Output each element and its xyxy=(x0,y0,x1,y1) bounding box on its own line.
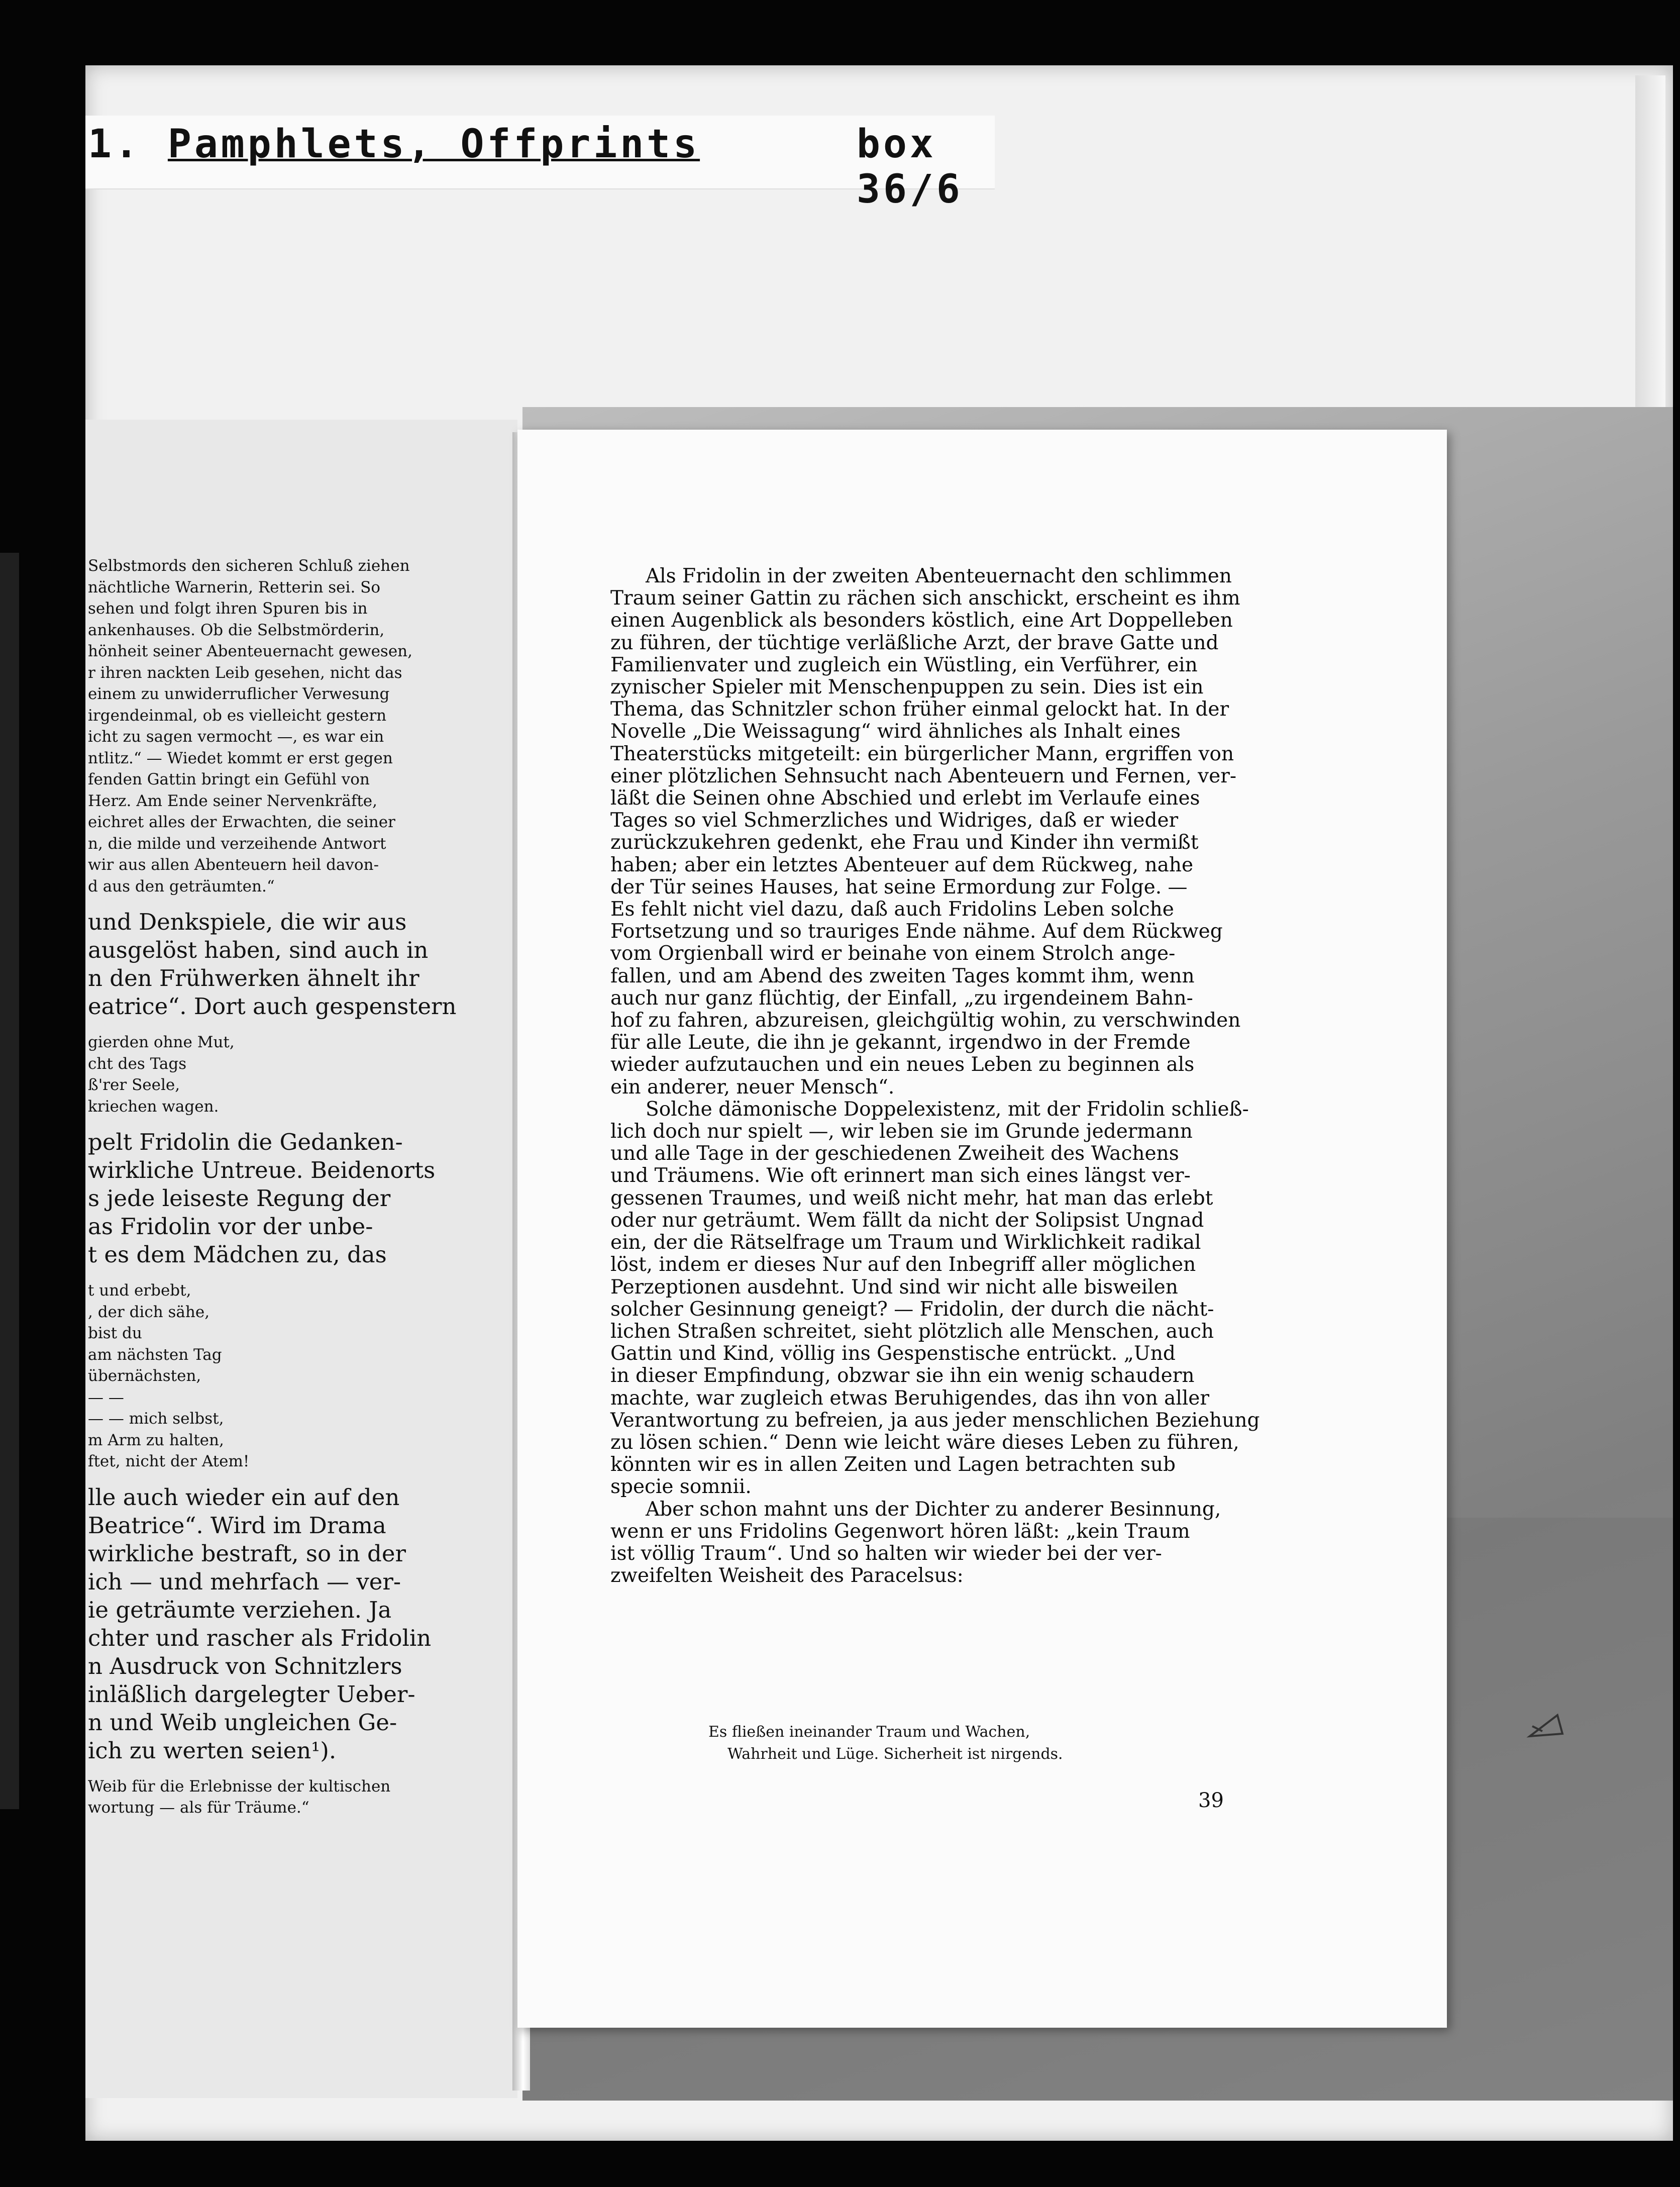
left-text-line: n Ausdruck von Schnitzlers xyxy=(88,1652,402,1679)
archive-box-number: box 36/6 xyxy=(857,122,963,212)
left-text-line: n und Weib ungleichen Ge- xyxy=(88,1709,397,1736)
pencil-mark-icon xyxy=(1527,1711,1565,1741)
left-text-line: ankenhauses. Ob die Selbstmörderin, xyxy=(88,621,385,639)
closing-verse xyxy=(708,1721,1161,1765)
left-text-line: eatrice“. Dort auch gespenstern xyxy=(88,993,457,1020)
left-page-text xyxy=(88,555,457,1819)
body-text-line: und Träumens. Wie oft erinnert man sich eines längst ver- xyxy=(610,1164,1191,1187)
body-text-line: wenn er uns Fridolins Gegenwort hören läßt: „kein Traum xyxy=(610,1520,1190,1543)
body-text-line: Aber schon mahnt uns der Dichter zu anderer Besinnung, xyxy=(646,1498,1221,1521)
left-verse-line: ftet, nicht der Atem! xyxy=(88,1452,250,1470)
body-text-line: Tages so viel Schmerzliches und Widriges, daß er wieder xyxy=(610,809,1179,832)
body-text-line: auch nur ganz flüchtig, der Einfall, „zu irgendeinem Bahn- xyxy=(610,986,1193,1010)
left-text-line: ntlitz.“ — Wiedet kommt er erst gegen xyxy=(88,749,393,767)
left-verse-line: cht des Tags xyxy=(88,1054,187,1073)
left-verse-line: kriechen wagen. xyxy=(88,1097,219,1116)
left-text-line: nächtliche Warnerin, Retterin sei. So xyxy=(88,578,381,597)
left-text-line: und Denkspiele, die wir aus xyxy=(88,909,407,935)
body-text-line: solcher Gesinnung geneigt? — Fridolin, der durch die nächt- xyxy=(610,1298,1214,1321)
left-text-line: ausgelöst haben, sind auch in xyxy=(88,937,429,963)
body-text-line: Solche dämonische Doppelexistenz, mit der Fridolin schließ- xyxy=(646,1098,1249,1121)
body-text-line: einer plötzlichen Sehnsucht nach Abenteuern und Fernen, ver- xyxy=(610,764,1237,787)
left-text-line: hönheit seiner Abenteuernacht gewesen, xyxy=(88,642,412,660)
left-text-line: Beatrice“. Wird im Drama xyxy=(88,1512,386,1539)
body-text-line: Theaterstücks mitgeteilt: ein bürgerlicher Mann, ergriffen von xyxy=(610,742,1234,765)
body-text-line: Gattin und Kind, völlig ins Gespenstische entrückt. „Und xyxy=(610,1342,1176,1365)
body-text-line: Perzeptionen ausdehnt. Und sind wir nicht alle bisweilen xyxy=(610,1275,1178,1299)
body-text-line: Es fehlt nicht viel dazu, daß auch Fridolins Leben solche xyxy=(610,898,1174,921)
left-text-line: s jede leiseste Regung der xyxy=(88,1185,391,1212)
left-text-line: wir aus allen Abenteuern heil davon- xyxy=(88,856,379,874)
left-verse-line: m Arm zu halten, xyxy=(88,1431,224,1449)
body-text-line: zu lösen schien.“ Denn wie leicht wäre dieses Leben zu führen, xyxy=(610,1431,1239,1454)
body-text-line: Thema, das Schnitzler schon früher einmal gelockt hat. In der xyxy=(610,698,1229,721)
body-text-line: ein anderer, neuer Mensch“. xyxy=(610,1075,895,1099)
left-text-line: ich zu werten seien¹). xyxy=(88,1737,337,1764)
body-text-line: zu führen, der tüchtige verläßliche Arzt, der brave Gatte und xyxy=(610,631,1219,654)
left-text-line: n den Frühwerken ähnelt ihr xyxy=(88,965,419,991)
left-verse-line: bist du xyxy=(88,1324,142,1342)
left-text-line: t es dem Mädchen zu, das xyxy=(88,1241,387,1268)
body-text-line: der Tür seines Hauses, hat seine Ermordung zur Folge. — xyxy=(610,875,1188,899)
left-footnote-line: Weib für die Erlebnisse der kultischen xyxy=(88,1777,391,1796)
body-text-line: könnten wir es in allen Zeiten und Lagen betrachten sub xyxy=(610,1453,1176,1476)
left-text-line: inläßlich dargelegter Ueber- xyxy=(88,1680,415,1708)
left-text-line: pelt Fridolin die Gedanken- xyxy=(88,1129,403,1155)
body-text-line: wieder aufzutauchen und ein neues Leben zu beginnen als xyxy=(610,1053,1195,1076)
left-text-line: ich — und mehrfach — ver- xyxy=(88,1568,401,1595)
body-text-line: vom Orgienball wird er beinahe von einem Strolch ange- xyxy=(610,942,1176,965)
body-text-line: und alle Tage in der geschiedenen Zweiheit des Wachens xyxy=(610,1142,1179,1165)
left-text-line: eichret alles der Erwachten, die seiner xyxy=(88,813,395,831)
left-text-line: fenden Gattin bringt ein Gefühl von xyxy=(88,770,370,788)
left-verse-line: t und erbebt, xyxy=(88,1281,191,1300)
left-text-line: r ihren nackten Leib gesehen, nicht das xyxy=(88,663,402,682)
body-text-line: zweifelten Weisheit des Paracelsus: xyxy=(610,1564,964,1587)
body-text-line: löst, indem er dieses Nur auf den Inbegriff aller möglichen xyxy=(610,1253,1196,1276)
verse-line: Wahrheit und Lüge. Sicherheit ist nirgends. xyxy=(727,1745,1063,1763)
left-text-line: wirkliche Untreue. Beidenorts xyxy=(88,1157,436,1183)
body-text-line: zurückzukehren gedenkt, ehe Frau und Kinder ihn vermißt xyxy=(610,831,1199,854)
left-text-line: sehen und folgt ihren Spuren bis in xyxy=(88,600,368,618)
left-text-line: icht zu sagen vermocht —, es war ein xyxy=(88,728,384,746)
left-text-line: ie geträumte verziehen. Ja xyxy=(88,1596,392,1623)
body-text-line: ein, der die Rätselfrage um Traum und Wirklichkeit radikal xyxy=(610,1231,1201,1254)
page-number: 39 xyxy=(1198,1789,1224,1812)
left-text-line: chter und rascher als Fridolin xyxy=(88,1624,432,1651)
archive-label xyxy=(85,116,995,212)
body-text-line: machte, war zugleich etwas Beruhigendes, das ihn von aller xyxy=(610,1386,1210,1410)
left-text-line: as Fridolin vor der unbe- xyxy=(88,1213,373,1240)
body-text-line: fallen, und am Abend des zweiten Tages kommt ihm, wenn xyxy=(610,964,1195,987)
body-text-line: ist völlig Traum“. Und so halten wir wieder bei der ver- xyxy=(610,1542,1162,1565)
left-text-line: n, die milde und verzeihende Antwort xyxy=(88,834,386,853)
body-text-line: gessenen Traumes, und weiß nicht mehr, hat man das erlebt xyxy=(610,1186,1213,1210)
left-verse-line: , der dich sähe, xyxy=(88,1303,210,1321)
archive-label-title: 1. Pamphlets, Offprints xyxy=(88,122,700,167)
body-text-line: einen Augenblick als besonders köstlich, eine Art Doppelleben xyxy=(610,609,1233,632)
body-text-line: Novelle „Die Weissagung“ wird ähnliches als Inhalt eines xyxy=(610,720,1181,743)
left-verse-line: am nächsten Tag xyxy=(88,1345,222,1364)
body-text-line: zynischer Spieler mit Menschenpuppen zu sein. Dies ist ein xyxy=(610,676,1204,699)
left-verse-line: gierden ohne Mut, xyxy=(88,1033,235,1051)
body-text-line: Fortsetzung und so trauriges Ende nähme. Auf dem Rückweg xyxy=(610,920,1223,943)
left-text-line: d aus den geträumten.“ xyxy=(88,877,275,896)
body-text-line: in dieser Empfindung, obzwar sie ihn ein wenig schaudern xyxy=(610,1364,1195,1387)
body-text-line: läßt die Seinen ohne Abschied und erlebt im Verlaufe eines xyxy=(610,787,1200,810)
left-footnote-line: wortung — als für Träume.“ xyxy=(88,1799,309,1817)
left-verse-line: — — xyxy=(88,1388,124,1407)
body-text-line: Als Fridolin in der zweiten Abenteuernacht den schlimmen xyxy=(646,565,1232,587)
body-text-line: Traum seiner Gattin zu rächen sich anschickt, erscheint es ihm xyxy=(610,587,1240,610)
body-text-line: für alle Leute, die ihn je gekannt, irgendwo in der Fremde xyxy=(610,1031,1191,1054)
left-text-line: Herz. Am Ende seiner Nervenkräfte, xyxy=(88,791,377,810)
body-text-line: Verantwortung zu befreien, ja aus jeder menschlichen Beziehung xyxy=(610,1409,1260,1432)
left-verse-line: ß'rer Seele, xyxy=(88,1076,180,1094)
body-text-line: specie somnii. xyxy=(610,1475,752,1499)
left-text-line: wirkliche bestraft, so in der xyxy=(88,1540,406,1567)
right-page-text xyxy=(610,565,1291,1587)
left-verse-line: — — mich selbst, xyxy=(88,1410,224,1428)
film-edge-left xyxy=(0,553,19,1809)
body-text-line: lich doch nur spielt —, wir leben sie im Grunde jedermann xyxy=(610,1120,1193,1143)
left-text-line: einem zu unwiderruflicher Verwesung xyxy=(88,685,390,703)
verse-line: Es fließen ineinander Traum und Wachen, xyxy=(708,1723,1030,1741)
left-text-line: lle auch wieder ein auf den xyxy=(88,1483,400,1511)
body-text-line: lichen Straßen schreitet, sieht plötzlich alle Menschen, auch xyxy=(610,1320,1214,1343)
body-text-line: Familienvater und zugleich ein Wüstling, ein Verführer, ein xyxy=(610,653,1198,676)
left-text-line: Selbstmords den sicheren Schluß ziehen xyxy=(88,557,410,575)
body-text-line: oder nur geträumt. Wem fällt da nicht der Solipsist Ungnad xyxy=(610,1209,1204,1232)
left-verse-line: übernächsten, xyxy=(88,1367,201,1385)
left-text-line: irgendeinmal, ob es vielleicht gestern xyxy=(88,706,387,725)
body-text-line: haben; aber ein letztes Abenteuer auf dem Rückweg, nahe xyxy=(610,853,1194,876)
body-text-line: hof zu fahren, abzureisen, gleichgültig wohin, zu verschwinden xyxy=(610,1009,1241,1032)
